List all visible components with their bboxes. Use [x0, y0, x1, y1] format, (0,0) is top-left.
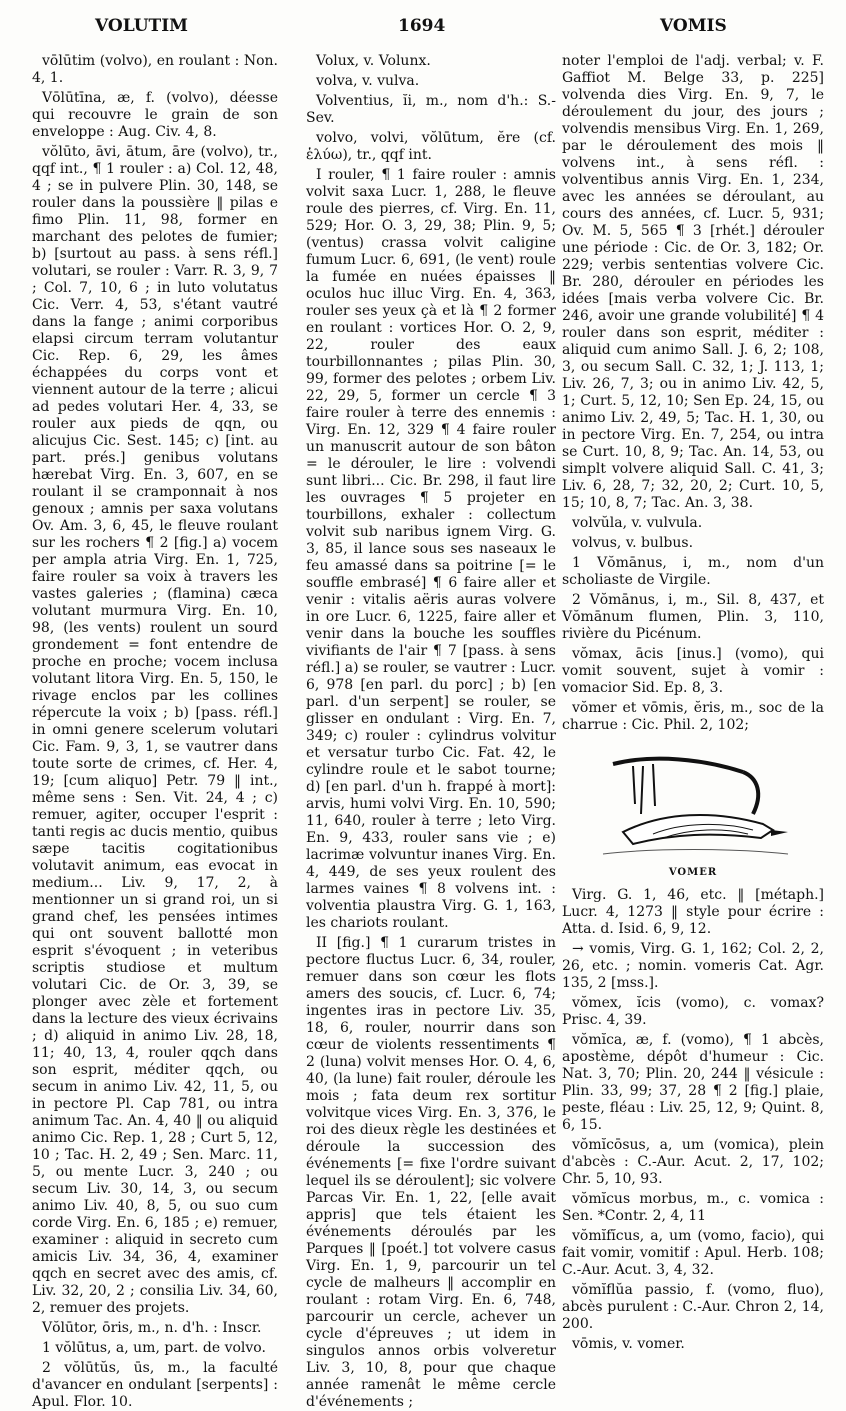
column-1 — [32, 53, 278, 1410]
dictionary-entry: volvo, volvi, vŏlūtum, ĕre (cf. ἑλύω), tr., qqf int. — [306, 130, 556, 163]
dictionary-entry: 1 Vŏmānus, i, m., nom d'un scholiaste de Virgile. — [562, 555, 824, 588]
dictionary-entry: vŏmĭca, æ, f. (vomo), ¶ 1 abcès, apostème, dépôt d'humeur : Cic. Nat. 3, 70; Plin. 20, 244 ‖ vésicule : Plin. 33, 99; 37, 28 ¶ 2 [fig.] plaie, peste, fléau : Liv. 25, 12, 9; Quint. 8, 6, 15. — [562, 1032, 824, 1133]
dictionary-entry: vŏmex, ĭcis (vomo), c. vomax? Prisc. 4, 39. — [562, 995, 824, 1028]
dictionary-entry: 2 Vŏmānus, i, m., Sil. 8, 437, et Vŏmānum flumen, Plin. 3, 110, rivière du Picénum. — [562, 592, 824, 642]
running-head-left: VOLUTIM — [95, 16, 188, 36]
dictionary-entry: vōlūtim (volvo), en roulant : Non. 4, 1. — [32, 53, 278, 86]
dictionary-entry: Volux, v. Volunx. — [316, 53, 431, 69]
dictionary-entry: volva, v. vulva. — [316, 73, 420, 89]
dictionary-entry: 1 vŏlūtus, a, um, part. de volvo. — [42, 1340, 266, 1356]
dictionary-entry: noter l'emploi de l'adj. verbal; v. F. Gaffiot M. Belge 33, p. 225] volvenda dies Virg. En. 9, 7, le déroulement du jour, des jours ; volvendis mensibus Virg. En. 1, 269, par le déroulement des mois ‖ volvens int., à sens réfl. : volventibus annis Virg. En. 1, 234, avec les années se déroulant, au cours des années, cf. Lucr. 5, 931; Ov. M. 5, 565 ¶ 3 [rhét.] dérouler une période : Cic. de Or. 3, 182; Or. 229; verbis sententias volvere Cic. Br. 280, dérouler en périodes les idées [mais verba volvere Cic. Br. 246, avoir une grande volubilité] ¶ 4 rouler dans son esprit, méditer : aliquid cum animo Sall. J. 6, 2; 108, 3, ou secum Sall. C. 32, 1; J. 113, 1; Liv. 26, 7, 3; ou in animo Liv. 42, 5, 1; Curt. 5, 12, 10; Sen Ep. 24, 15, ou animo Liv. 2, 49, 5; Tac. H. 1, 30, ou in pectore Virg. En. 7, 254, ou intra se Curt. 10, 8, 9; Tac. An. 14, 53, ou simplt volvere aliquid Sall. C. 41, 3; Liv. 6, 28, 7; 32, 20, 2; Curt. 10, 5, 15; 10, 8, 7; Tac. An. 3, 38. — [562, 53, 824, 511]
dictionary-entry: Volventius, ĭi, m., nom d'h.: S.-Sev. — [306, 93, 556, 126]
page-number: 1694 — [398, 16, 446, 36]
vomer-illustration — [562, 744, 824, 881]
column-2 — [306, 53, 556, 1410]
dictionary-entry: vŏlūto, āvi, ātum, āre (volvo), tr., qqf int., ¶ 1 rouler : a) Col. 12, 48, 4 ; se in pulvere Plin. 30, 148, se rouler dans la poussière ‖ pilas e fimo Plin. 11, 98, former en marchant des pelotes de fumier; b) [surtout au pass. à sens réfl.] volutari, se rouler : Varr. R. 3, 9, 7 ; Col. 7, 10, 6 ; in luto volutatus Cic. Verr. 4, 53, s'étant vautré dans la fange ; animi corporibus elapsi circum terram volutantur Cic. Rep. 6, 29, les âmes échappées du corps vont et viennent autour de la terre ; alicui ad pedes volutari Her. 4, 33, se rouler aux pieds de qqn, ou alicujus Cic. Sest. 145; c) [int. au part. prés.] genibus volutans hærebat Virg. En. 3, 607, en se roulant il se cramponnait à nos genoux ; amnis per saxa volutans Ov. Am. 3, 6, 45, le fleuve roulant sur les rochers ¶ 2 [fig.] a) vocem per ampla atria Virg. En. 1, 725, faire rouler sa voix à travers les vastes galeries ; (flamina) cæca volutant murmura Virg. En. 10, 98, (les vents) roulent un sourd grondement = font entendre de proche en proche; vocem inclusa volutant litora Virg. En. 5, 150, le rivage enclos par les collines répercute la voix ; b) [pass. réfl.] in omni genere scelerum volutari Cic. Fam. 9, 3, 1, se vautrer dans toute sorte de crimes, cf. Her. 4, 19; [cum aliquo] Petr. 79 ‖ int., même sens : Sen. Vit. 24, 4 ; c) remuer, agiter, occuper l'esprit : tanti regis ac ducis mentio, quibus sæpe tacitis cogitationibus volutavit animum, eas evocat in medium... Liv. 9, 17, 2, à mentionner un si grand roi, un si grand chef, les pensées intimes qui ont souvent ballotté mon esprit s'évoquent ; in veteribus scriptis studiose et multum volutari Cic. de Or. 3, 39, se plonger avec zèle et fortement dans la lecture des vieux écrivains ; d) aliquid in animo Liv. 28, 18, 11; 40, 13, 4, rouler qqch dans son esprit, méditer qqch, ou secum in animo Liv. 42, 11, 5, ou in pectore Pl. Cap 781, ou intra animum Tac. An. 4, 40 ‖ ou aliquid animo Cic. Rep. 1, 28 ; Curt 5, 12, 10 ; Tac. H. 2, 49 ; Sen. Marc. 11, 5, ou mente Lucr. 3, 240 ; ou secum Liv. 30, 14, 3, ou secum animo Liv. 40, 8, 5, ou suo cum corde Virg. En. 6, 185 ; e) remuer, examiner : aliquid in secreto cum amicis Liv. 34, 36, 4, examiner qqch en secret avec des amis, cf. Liv. 32, 20, 2 ; consilia Liv. 34, 60, 2, remuer des projets. — [32, 144, 278, 1316]
page-header — [0, 12, 846, 40]
dictionary-entry: vŏmer et vōmis, ĕris, m., soc de la charrue : Cic. Phil. 2, 102; — [562, 700, 824, 733]
running-head-right: VOMIS — [660, 16, 727, 36]
dictionary-entry: Virg. G. 1, 46, etc. ‖ [métaph.] Lucr. 4, 1273 ‖ style pour écrire : Atta. d. Isid. 6, 9, 12. — [562, 887, 824, 937]
figure-caption: VOMER — [668, 867, 718, 878]
column-3 — [562, 53, 824, 1352]
dictionary-entry: volvŭla, v. vulvula. — [572, 515, 703, 531]
dictionary-entry: → vomis, Virg. G. 1, 162; Col. 2, 2, 26, etc. ; nomin. vomeris Cat. Agr. 135, 2 [mss.]. — [562, 941, 824, 991]
dictionary-entry: I rouler, ¶ 1 faire rouler : amnis volvit saxa Lucr. 1, 288, le fleuve roule des pierres, cf. Virg. En. 11, 529; Hor. O. 3, 29, 38; Plin. 9, 5; (ventus) crassa volvit caligine fumum Lucr. 6, 691, (le vent) roule la fumée en nuées épaisses ‖ oculos huc illuc Virg. En. 4, 363, rouler ses yeux çà et là ¶ 2 former en roulant : vortices Hor. O. 2, 9, 22, rouler des eaux tourbillonnantes ; pilas Plin. 30, 99, former des pelotes ; orbem Liv. 22, 29, 5, former un cercle ¶ 3 faire rouler à terre des ennemis : Virg. En. 12, 329 ¶ 4 faire rouler un manuscrit autour de son bâton = le dérouler, le lire : volvendi sunt libri... Cic. Br. 298, il faut lire les ouvrages ¶ 5 projeter en tourbillons, exhaler : collectum volvit sub naribus ignem Virg. G. 3, 85, il lance sous ses naseaux le feu amassé dans sa poitrine [= le souffle embrasé] ¶ 6 faire aller et venir : vitalis aëris auras volvere in ore Lucr. 6, 1225, faire aller et venir dans la bouche les souffles vivifiants de l'air ¶ 7 [pass. à sens réfl.] a) se rouler, se vautrer : Lucr. 6, 978 [en parl. du porc] ; b) [en parl. d'un serpent] se rouler, se glisser en ondulant : Virg. En. 7, 349; c) rouler : cylindrus volvitur et versatur turbo Cic. Fat. 42, le cylindre roule et le sabot tourne; d) [en parl. d'un h. frappé à mort]: arvis, humi volvi Virg. En. 10, 590; 11, 640, rouler à terre ; leto Virg. En. 9, 433, rouler sans vie ; e) lacrimæ volvuntur inanes Virg. En. 4, 449, de ses yeux roulent des larmes vaines ¶ 8 volvens int. : volventia plaustra Virg. G. 1, 163, les chariots roulant. — [306, 167, 556, 931]
dictionary-entry: vŏmĭcōsus, a, um (vomica), plein d'abcès : C.-Aur. Acut. 2, 17, 102; Chr. 5, 10, 93. — [562, 1137, 824, 1187]
dictionary-entry: vŏmĭfĭcus, a, um (vomo, facio), qui fait vomir, vomitif : Apul. Herb. 108; C.-Aur. Acut. 3, 4, 32. — [562, 1228, 824, 1278]
dictionary-entry: 2 vŏlūtŭs, ūs, m., la faculté d'avancer en ondulant [serpents] : Apul. Flor. 10. — [32, 1360, 278, 1410]
dictionary-entry: vŏmĭflŭa passio, f. (vomo, fluo), abcès purulent : C.-Aur. Chron 2, 14, 200. — [562, 1282, 824, 1332]
dictionary-entry: Vŏlūtor, ōris, m., n. d'h. : Inscr. — [42, 1320, 262, 1336]
dictionary-entry: vŏmĭcus morbus, m., c. vomica : Sen. *Contr. 2, 4, 11 — [562, 1191, 824, 1224]
dictionary-entry: II [fig.] ¶ 1 curarum tristes in pectore fluctus Lucr. 6, 34, rouler, remuer dans son cœur les flots amers des soucis, cf. Lucr. 6, 74; ingentes iras in pectore Liv. 35, 18, 6, rouler, nourrir dans son cœur de violents ressentiments ¶ 2 (luna) volvit menses Hor. O. 4, 6, 40, (la lune) fait rouler, déroule les mois ; fata deum rex sortitur volvitque vices Virg. En. 3, 376, le roi des dieux règle les destinées et déroule la succession des événements [= fixe l'ordre suivant lequel ils se déroulent]; sic volvere Parcas Vir. En. 1, 22, [elle avait appris] que tels étaient les événements déroulés par les Parques ‖ [poét.] tot volvere casus Virg. En. 1, 9, parcourir un tel cycle de malheurs ‖ accomplir en roulant : rotam Virg. En. 6, 748, parcourir un cercle, achever un cycle d'épreuves ; ut idem in singulos annos orbis volveretur Liv. 3, 10, 8, pour que chaque année ramenât le même cercle d'événements ; — [306, 935, 556, 1410]
dictionary-entry: volvus, v. bulbus. — [572, 535, 694, 551]
dictionary-entry: Vōlūtīna, æ, f. (volvo), déesse qui recouvre le grain de son enveloppe : Aug. Civ. 4, 8. — [32, 90, 278, 140]
dictionary-entry: vŏmax, ācis [inus.] (vomo), qui vomit souvent, sujet à vomir : vomacior Sid. Ep. 8, 3. — [562, 646, 824, 696]
plough-share-drawing — [593, 744, 793, 864]
dictionary-entry: vōmis, v. vomer. — [572, 1336, 685, 1352]
